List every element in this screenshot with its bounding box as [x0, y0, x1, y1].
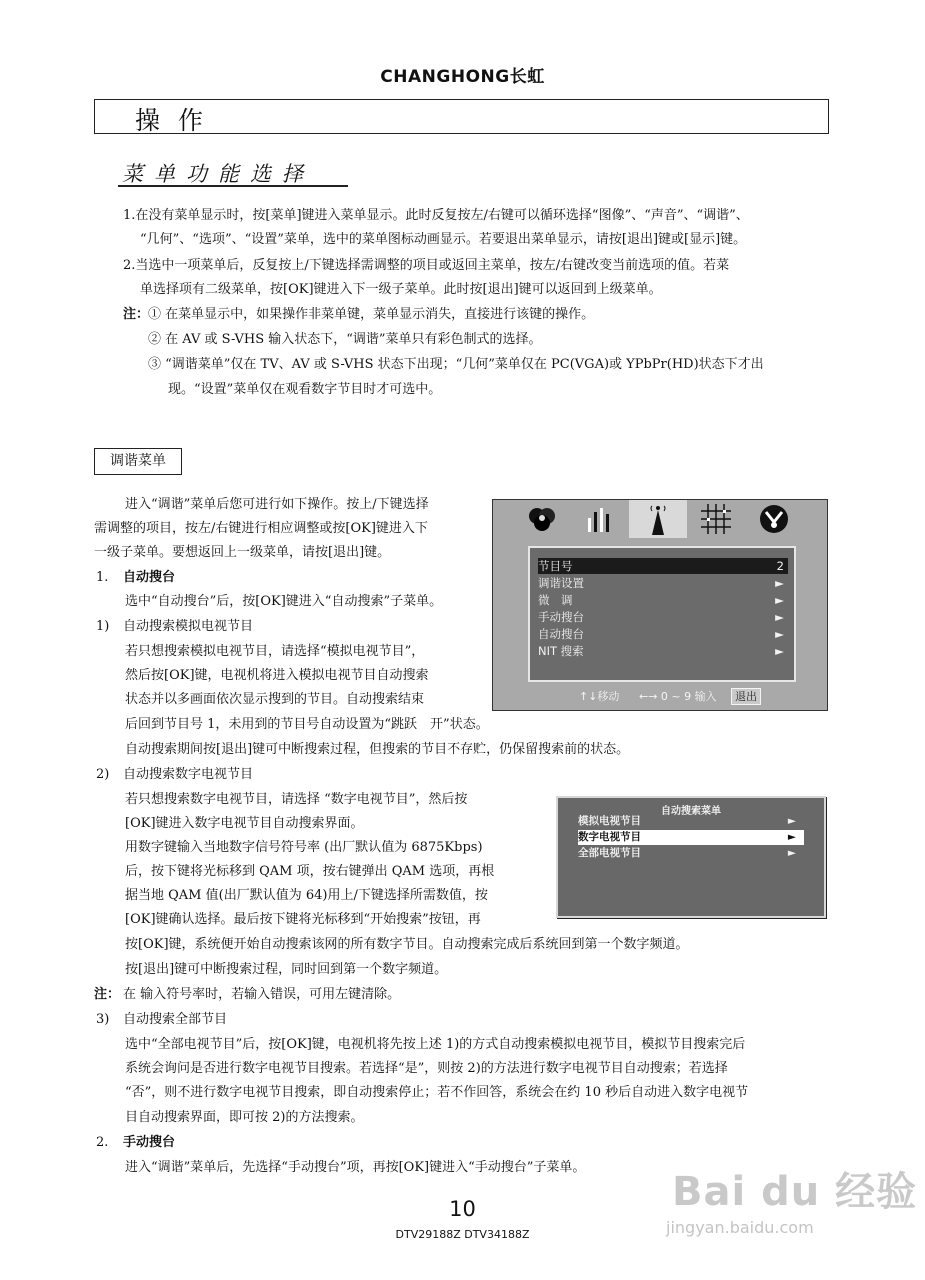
menu-footer-move: ↑↓移动: [579, 690, 620, 703]
intro-p1b: “几何”、“选项”、“设置”菜单，选中的菜单图标动画显示。若要退出菜单显示，请按[退出]键或[显示]键。: [140, 232, 747, 247]
brand-logo: CHANGHONG长虹: [380, 67, 545, 87]
sub-1-line-2: 然后按[OK]键，电视机将进入模拟电视节目自动搜索: [125, 668, 429, 683]
sub-2-line-5: 据当地 QAM 值(出厂默认值为 64)用上/下键选择所需数值，按: [125, 888, 488, 903]
tuning-intro-3: 一级子菜单。要想返回上一级菜单，请按[退出]键。: [94, 545, 391, 560]
sub-2-number: 2): [96, 767, 110, 782]
note-1: ① 在菜单显示中，如果操作非菜单键，菜单显示消失，直接进行该键的操作。: [148, 307, 595, 322]
sub-2-line-6: [OK]键确认选择。最后按下键将光标移到“开始搜索”按钮，再: [125, 912, 481, 927]
intro-p2b: 单选择项有二级菜单，按[OK]键进入下一级子菜单。此时按[退出]键可以返回到上级菜单。: [140, 282, 662, 297]
step-1-title: 自动搜台: [123, 570, 176, 585]
tuning-intro-1: 进入“调谐”菜单后您可进行如下操作。按上/下键选择: [125, 497, 429, 512]
note-2-label: 注：: [94, 987, 121, 1002]
menu-exit-button[interactable]: 退出: [731, 688, 761, 705]
sub-2-line-2: [OK]键进入数字电视节目自动搜索界面。: [125, 816, 364, 831]
sub-1-number: 1): [96, 619, 110, 634]
intro-p1a: 1.在没有菜单显示时，按[菜单]键进入菜单显示。此时反复按左/右键可以循环选择“图像”、“声音”、“调谐”、: [123, 208, 749, 223]
model-number: DTV29188Z DTV34188Z: [395, 1228, 530, 1241]
step-2-text: 进入“调谐”菜单后，先选择“手动搜台”项，再按[OK]键进入“手动搜台”子菜单。: [125, 1160, 586, 1175]
step-2-number: 2.: [96, 1135, 109, 1150]
watermark-logo: Bai du 经验: [672, 1169, 918, 1215]
menu-footer-input: ←→ 0 ~ 9 输入: [639, 690, 717, 703]
auto-search-menu-title: 自动搜索菜单: [661, 806, 721, 817]
note-2-text: 在 输入符号率时，若输入错误，可用左键清除。: [123, 987, 401, 1002]
menu-row-tuning-setup[interactable]: 调谐设置 ►: [538, 576, 784, 590]
sub-1-title: 自动搜索模拟电视节目: [123, 619, 254, 634]
setup-icon: [745, 500, 803, 538]
menu-row-fine-tune[interactable]: 微 调 ►: [538, 593, 784, 607]
menu-row-auto-search[interactable]: 自动搜台 ►: [538, 627, 784, 641]
subsection-underline: [118, 185, 348, 187]
sub-3-line-2: 系统会询问是否进行数字电视节目搜索。若选择“是”，则按 2)的方法进行数字电视节目自动搜索；若选择: [125, 1061, 728, 1076]
step-2-title: 手动搜台: [123, 1135, 176, 1150]
sound-icon: [571, 500, 629, 538]
sub-2-line-8: 按[退出]键可中断搜索过程，同时回到第一个数字频道。: [125, 962, 448, 977]
menu2-row-all[interactable]: 全部电视节目 ►: [578, 847, 796, 859]
intro-p2a: 2.当选中一项菜单后，反复按上/下键选择需调整的项目或返回主菜单，按左/右键改变当前选项的值。若菜: [123, 258, 730, 273]
sub-2-title: 自动搜索数字电视节目: [123, 767, 254, 782]
sub-2-line-7: 按[OK]键，系统便开始自动搜索该网的所有数字节目。自动搜索完成后系统回到第一个数字频道。: [125, 937, 689, 952]
note-label: 注：: [123, 307, 150, 322]
tuning-menu-tag: 调谐菜单: [94, 448, 182, 475]
sub-2-line-4: 后，按下键将光标移到 QAM 项，按右键弹出 QAM 选项，再根: [125, 864, 495, 879]
sub-1-line-5: 自动搜索期间按[退出]键可中断搜索过程，但搜索的节目不存贮，仍保留搜索前的状态。: [125, 742, 630, 757]
step-1-text: 选中“自动搜台”后，按[OK]键进入“自动搜索”子菜单。: [125, 594, 443, 609]
menu-row-manual-search[interactable]: 手动搜台 ►: [538, 610, 784, 624]
sub-3-number: 3): [96, 1012, 110, 1027]
tuning-menu-panel: [528, 546, 796, 682]
sub-3-line-3: “否”，则不进行数字电视节目搜索，即自动搜索停止；若不作回答，系统会在约 10 秒后自动进入数字电视节: [125, 1085, 749, 1100]
note-3a: ③ “调谐菜单”仅在 TV、AV 或 S-VHS 状态下出现；“几何”菜单仅在 PC(VGA)或 YPbPr(HD)状态下才出: [148, 357, 764, 372]
menu2-row-digital[interactable]: 数字电视节目 ►: [578, 830, 804, 845]
picture-icon: [513, 500, 571, 538]
sub-3-line-4: 目自动搜索界面，即可按 2)的方法搜索。: [125, 1110, 364, 1125]
note-2: ② 在 AV 或 S-VHS 输入状态下，“调谐”菜单只有彩色制式的选择。: [148, 332, 542, 347]
menu-row-nit-search[interactable]: NIT 搜索 ►: [538, 644, 784, 658]
watermark-url: jingyan.baidu.com: [666, 1218, 814, 1237]
note-3b: 现。“设置”菜单仅在观看数字节目时才可选中。: [168, 382, 442, 397]
tuning-icon: [629, 500, 687, 538]
step-1-number: 1.: [96, 570, 109, 585]
page-number: 10: [449, 1197, 476, 1221]
sub-3-line-1: 选中“全部电视节目”后，按[OK]键，电视机将先按上述 1)的方式自动搜索模拟电视节目，模拟节目搜索完后: [125, 1037, 746, 1052]
section-title: 操作: [135, 106, 222, 135]
sub-3-title: 自动搜索全部节目: [123, 1012, 228, 1027]
tuning-menu-screenshot: [492, 499, 828, 711]
auto-search-menu-screenshot: [556, 796, 826, 918]
geometry-icon: [687, 500, 745, 538]
menu-icon-bar: [513, 500, 813, 538]
sub-1-line-1: 若只想搜索模拟电视节目，请选择“模拟电视节目”，: [125, 644, 425, 659]
sub-1-line-3: 状态并以多画面依次显示搜到的节目。自动搜索结束: [125, 692, 425, 707]
sub-2-line-3: 用数字键输入当地数字信号符号率 (出厂默认值为 6875Kbps): [125, 840, 483, 855]
sub-2-line-1: 若只想搜索数字电视节目，请选择 “数字电视节目”，然后按: [125, 792, 468, 807]
sub-1-line-4: 后回到节目号 1，未用到的节目号自动设置为“跳跃 开”状态。: [125, 717, 489, 732]
menu2-row-analog[interactable]: 模拟电视节目 ►: [578, 815, 796, 827]
tuning-intro-2: 需调整的项目，按左/右键进行相应调整或按[OK]键进入下: [94, 521, 428, 536]
subsection-title: 菜单功能选择: [122, 162, 314, 186]
menu-row-channel-number[interactable]: 节目号 2: [538, 558, 788, 574]
